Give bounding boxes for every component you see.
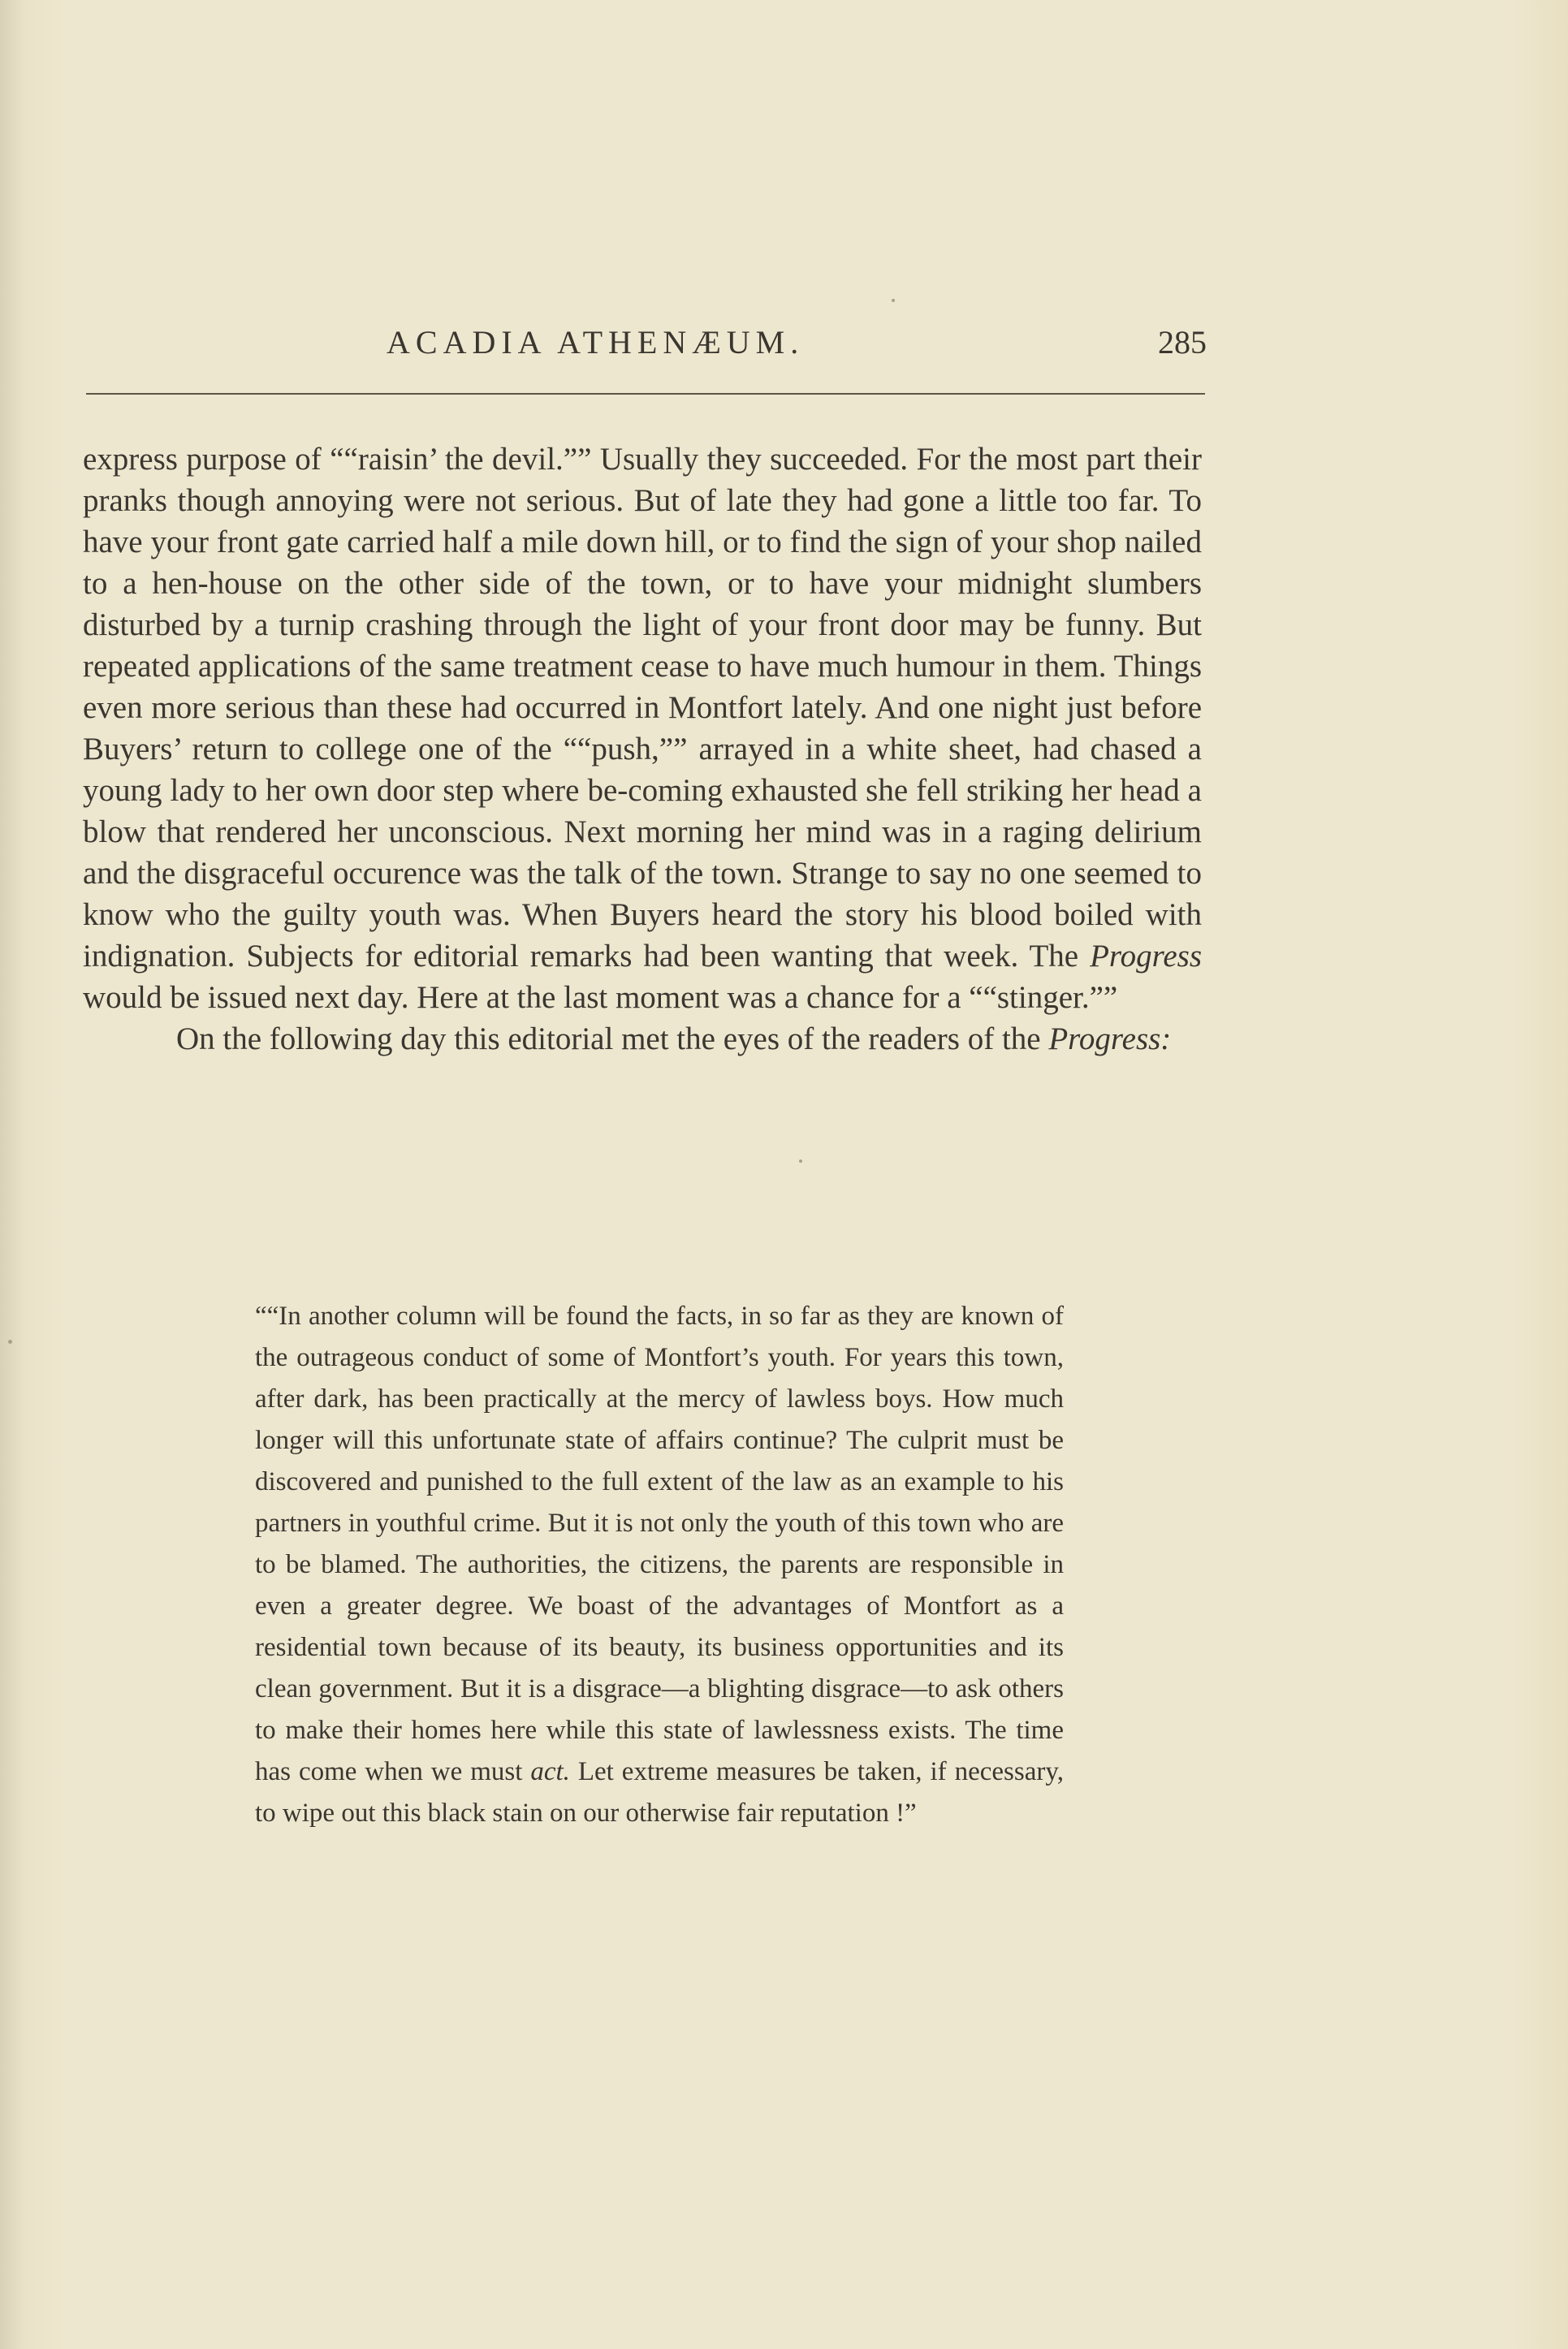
editorial-text: ““In another column will be found the facts, in so far as they are known of the outrageous conduct of some of Montfort’s youth. For years this town, after dark, has been practically at the mercy of lawless boys. How much longer will this unfortunate state of affairs continue? The culprit must be discovered and punished to the full extent of the law as an example to his partners in youthful crime. But it is not only the youth of this town who are to be blamed. The authorities, the citizens, the parents are responsible in even a greater degree. We boast of the advantages of Montfort as a residential town because of its beauty, its business opportunities and its clean government. But it is a disgrace—a blighting disgrace—to ask others to make their homes here while this state of lawlessness exists. The time has come when we must [255, 1302, 1064, 1786]
paper-speck [892, 299, 895, 302]
paragraph-2-text: On the following day this editorial met the eyes of the readers of the [176, 1021, 1041, 1056]
paper-speck [799, 1159, 802, 1163]
progress-title-2: Progress: [1048, 1021, 1172, 1056]
running-title: ACADIA ATHENÆUM. [387, 324, 805, 361]
editorial-paragraph [255, 1296, 1064, 1834]
paper-speck [8, 1340, 12, 1344]
paragraph-1 [83, 438, 1202, 1018]
editorial-text-end: Let extreme measures be taken, if necessary, to wipe out this black stain on our otherwise fair reputation !” [255, 1757, 1064, 1828]
paragraph-2 [83, 1018, 1202, 1060]
paragraph-1-rest: would be issued next day. Here at the last moment was a chance for a ““stinger.”” [83, 980, 1118, 1015]
page-number: 285 [1158, 324, 1207, 361]
paragraph-1-text: express purpose of ““raisin’ the devil.”” Usually they succeeded. For the most part their pranks though annoying were not serious. But of late they had gone a little too far. To have your front gate carried half a mile down hill, or to find the sign of your shop nailed to a hen-house on the other side of the town, or to have your midnight slumbers disturbed by a turnip crashing through the light of your front door may be funny. But repeated applications of the same treatment cease to have much humour in them. Things even more serious than these had occurred in Montfort lately. And one night just before Buyers’ return to college one of the ““push,”” arrayed in a white sheet, had chased a young lady to her own door step where be-coming exhausted she fell striking her head a blow that rendered her unconscious. Next morning her mind was in a raging delirium and the disgraceful occurence was the talk of the town. Strange to say no one seemed to know who the guilty youth was. When Buyers heard the story his blood boiled with indignation. Subjects for editorial remarks had been wanting that week. [83, 442, 1202, 974]
running-head [86, 315, 1207, 372]
progress-title: Progress [1090, 939, 1203, 974]
header-rule [86, 393, 1205, 395]
paragraph-1-the: The [1029, 939, 1079, 974]
editorial-act: act. [530, 1757, 570, 1786]
editorial-quote [255, 1296, 1064, 1834]
body-text [83, 438, 1202, 1060]
